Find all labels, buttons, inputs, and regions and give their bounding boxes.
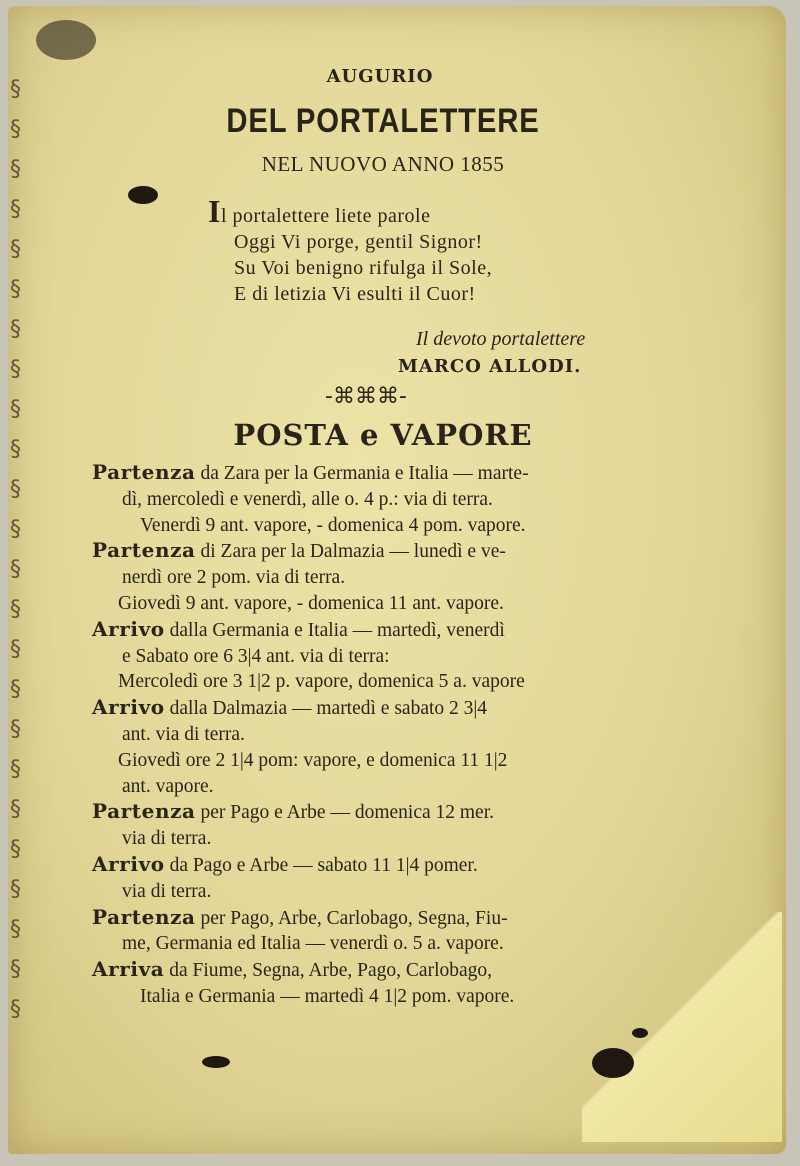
ink-stain: [36, 20, 96, 60]
verse: [208, 193, 493, 307]
ink-stain: [202, 1056, 230, 1068]
schedule-line: nerdì ore 2 pom. via di terra.: [122, 567, 346, 589]
schedule-line: via di terra.: [122, 828, 212, 850]
schedule: [92, 460, 664, 1010]
schedule-line: Partenza per Pago, Arbe, Carlobago, Segna, Fiu-: [92, 904, 508, 929]
section-title: POSTA e VAPORE: [233, 418, 533, 452]
schedule-line: ant. via di terra.: [122, 723, 245, 745]
verse-line: Il portalettere liete parole: [208, 193, 431, 229]
drop-cap: I: [208, 193, 221, 229]
schedule-line: Giovedì 9 ant. vapore, - domenica 11 ant. vapore.: [118, 592, 504, 614]
schedule-line: Partenza per Pago e Arbe — domenica 12 mer.: [92, 799, 494, 824]
schedule-line: e Sabato ore 6 3|4 ant. via di terra:: [122, 645, 390, 667]
verse-line: Su Voi benigno rifulga il Sole,: [234, 257, 493, 279]
verse-line: Oggi Vi porge, gentil Signor!: [234, 231, 483, 253]
verse-line: E di letizia Vi esulti il Cuor!: [234, 283, 476, 305]
schedule-line: Partenza di Zara per la Dalmazia — lunedì e ve-: [92, 538, 506, 563]
decorative-border: § § § § § § § § § § § § § § § § § § § § § § § §: [10, 77, 21, 1022]
schedule-line: via di terra.: [122, 880, 212, 902]
signature-name: MARCO ALLODI.: [398, 356, 582, 377]
ornament-divider: -⌘⌘⌘-: [325, 384, 407, 409]
schedule-line: Arrivo dalla Germania e Italia — martedì, venerdì: [92, 616, 505, 641]
title-small: AUGURIO: [326, 66, 434, 87]
schedule-line: dì, mercoledì e venerdì, alle o. 4 p.: via di terra.: [122, 488, 493, 510]
schedule-line: Mercoledì ore 3 1|2 p. vapore, domenica 5 a. vapore: [118, 671, 525, 693]
schedule-line: Arrivo dalla Dalmazia — martedì e sabato 2 3|4: [92, 695, 488, 720]
ink-stain: [128, 186, 158, 204]
schedule-line: ant. vapore.: [122, 775, 214, 797]
schedule-line: Venerdì 9 ant. vapore, - domenica 4 pom. vapore.: [140, 514, 526, 536]
schedule-line: Italia e Germania — martedì 4 1|2 pom. vapore.: [140, 985, 515, 1007]
ink-stain: [632, 1028, 648, 1038]
schedule-line: Partenza da Zara per la Germania e Italia — marte-: [92, 460, 529, 484]
ink-stain: [592, 1048, 634, 1078]
subtitle: NEL NUOVO ANNO 1855: [261, 152, 505, 176]
schedule-line: Arriva da Fiume, Segna, Arbe, Pago, Carlobago,: [92, 957, 493, 982]
schedule-line: Arrivo da Pago e Arbe — sabato 11 1|4 pomer.: [92, 851, 478, 876]
schedule-line: me, Germania ed Italia — venerdì o. 5 a. vapore.: [122, 933, 504, 955]
schedule-line: Giovedì ore 2 1|4 pom: vapore, e domenica 11 1|2: [118, 749, 508, 771]
signature-line: Il devoto portalettere: [416, 328, 586, 350]
title-large: DEL PORTALETTERE: [226, 102, 540, 140]
